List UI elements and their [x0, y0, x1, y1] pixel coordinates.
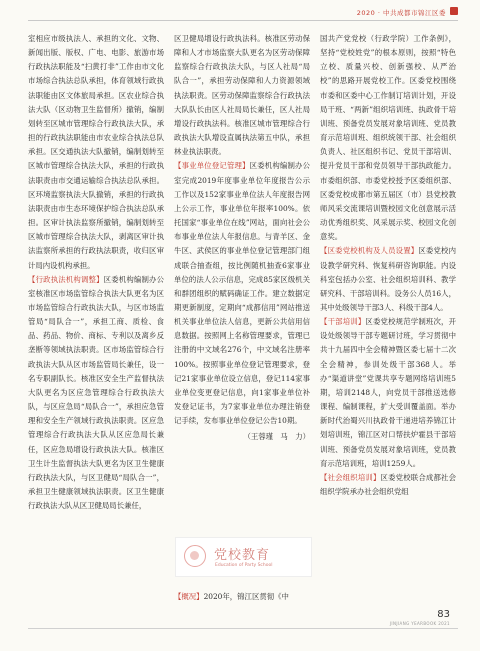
paragraph-text: 区委机构编制办公室核准区市场监管综合执法大队更名为区市场监管综合行政执法大队，与区市场监管局“局队合一”，承担工商、质检、食品、药品、物价、商标、专利以及离乡反垄断等领域执法职责。区市场监管综合行政执法大队从区市场监管局长兼任，设一名专职副队长。核准区安全生产监督执法大队更名为区应急管理综合行政执法大队，与区应急局“局队合一”，承担应急管理和安全生产领域行政执法职责。区应急管理综合行政执法大队从区应急局长兼任，区应急局增设行政执法大队。核准区卫生计生监督执法大队更名为区卫生健康行政执法大队，与区卫健局“局队合一”，承担卫生健康领域执法职责。区卫生健康行政执法大队从区卫健局局长兼任，: [28, 274, 164, 511]
section-tag: 【事业单位登记管理】: [174, 161, 250, 171]
section-title: 党校教育: [214, 548, 271, 563]
column-right: [320, 32, 456, 499]
column-left: [28, 32, 164, 513]
section-tag: 【行政执法机构调整】: [28, 274, 104, 284]
paragraph-text: 2020年，锦江区贯彻《中: [203, 592, 289, 601]
column-middle: [174, 32, 310, 445]
paragraph-text: 区委党校内设教学研究科、恢复科研咨询职能。内设科室包括办公室、社会组织培训科、教学研究科、干部培训科。设务公人员16人，其中处级领导干部3人、科级干部4人。: [320, 246, 456, 312]
paragraph: [320, 471, 456, 499]
paragraph: [320, 315, 456, 471]
section-tag: 【概况】: [174, 592, 204, 601]
party-emblem-icon: [184, 545, 206, 567]
section-banner: [175, 537, 312, 577]
paragraph: 区卫健局增设行政执法科。核准区劳动保障和人才市场监察大队更名为区劳动保障监察综合行政执法大队，与区人社局“局队合一”，承担劳动保障和人力资源领域执法职责。区劳动保障监察综合行政执法大队队长由区人社局局长兼任，区人社局增设行政执法科。核准区城市管理综合行政执法大队增设直属执法第五中队，承担林业执法职责。: [174, 34, 310, 157]
paragraph: [174, 159, 310, 428]
paragraph-text: 区委党校规范学制班次，开设处级领导干部专题研讨班，学习贯彻中共十九届四中全会精神暨区委七届十二次全会精神，参训处级干部368人。举办“渠道讲堂”党课共享专题网络培训班5期，培训2148人，向党员干部推送选修课程、编制课程，扩大受训覆盖面。举办新时代治蜀兴川执政骨干递进培养锦江计划培训班，锦江区对口帮扶炉霍县干部培训班、预备党员发展对象培训班，党员教育示范培训班，培训1259人。: [320, 317, 456, 468]
paragraph: [320, 244, 456, 315]
page-number: 83: [437, 609, 450, 620]
journal-name: JINJIANG YEARBOOK 2021: [389, 621, 450, 626]
paragraph: 室相应市级执法人、承担的文化、文物、新闻出版、版权、广电、电影、旅游市场行政执法职能及“扫黄打非”工作由市文化市场综合执法总队承担，体育领域行政执法职能由区文体旅局承担。区农业综合执法大队（区动物卫生监督所）撤销，编制划转至区城市管理综合行政执法大队，承担的行政执法职能由市农业综合执法总队承担。区交通执法大队撤销，编制划转至区城市管理综合执法大队，承担的行政执法职责由市交通运输综合执法总队承担。区环境监察执法大队撤销，承担的行政执法职责由市生态环境保护综合执法总队承担。区审计执法监察所撤销，编制划转至区城市管理综合执法大队，剥离区审计执法监察所承担的行政执法职责，收归区审计局内设机构承担。: [28, 34, 164, 270]
author-signature: （王蓉瑾 马 力）: [243, 432, 310, 442]
paragraph: 国共产党党校（行政学院）工作条例》，坚持“党校姓党”的根本原则，按照“特色立校、质量兴校、创新强校、从严治校”的思路开展党校工作。区委党校围绕市委和区委中心工作制订培训计划，开设局干班、“两新”组织培训班、执政骨干培训班、预备党员发展对象培训班、党员教育示范培训班、组织统领干部、社会组织负责人、社区组织书记、党员干部培训、提升党员干部和党员领导干部执政能力。市委组织部、市委党校授予区委组织部、区委党校成都市第五届区（市）县党校教师风采交流课培训暨校园文化创意展示活动优秀组织奖、风采展示奖、校园文化创意奖。: [320, 34, 456, 242]
footer-rule: [28, 628, 458, 629]
section-tag: 【社会组织培训】: [320, 472, 381, 482]
paragraph-text: 区委机构编制办公室完成2019年度事业单位年度报告公示工作以及152家事业单位法人年度报告网上公示工作，事业单位年报率100%。依托国家“事业单位在线”网站，面向社会公布事业单位法人年报信息。与青羊区、金牛区、武侯区的事业单位登记管理部门组成联合抽查组，按比例随机抽查6家事业单位的法人公示信息，完成85家区级机关和群团组织的赋码确证工作。建立数据定期更新制度，定期向“成都信用”网站推送机关事业单位法人信息，更新公共信用信息数据。按照网上名称管理要求，管理已注册的中文域名276个，中文域名注册率100%。按照事业单位登记管理要求，登记21家事业单位设立信息，登记114家事业单位变更登记信息，向1家事业单位补发登记证书，为7家事业单位办理注销登记手续，发布事业单位登记公告10期。: [174, 161, 310, 426]
header-marker-icon: [450, 7, 458, 15]
running-header: 2020 · 中共成都市锦江区委: [356, 9, 446, 17]
section-tag: 【区委党校机构及人员设置】: [320, 246, 419, 256]
section-subtitle: Education of Party School: [215, 563, 273, 568]
header-rule: [28, 20, 458, 21]
section-tag: 【干部培训】: [320, 317, 366, 327]
column-middle-bottom: [174, 590, 310, 604]
paragraph: [28, 273, 164, 514]
paragraph: [174, 590, 310, 604]
paragraph-text: 区委党校联合成都社会组织学院承办社会组织党组: [320, 472, 456, 496]
